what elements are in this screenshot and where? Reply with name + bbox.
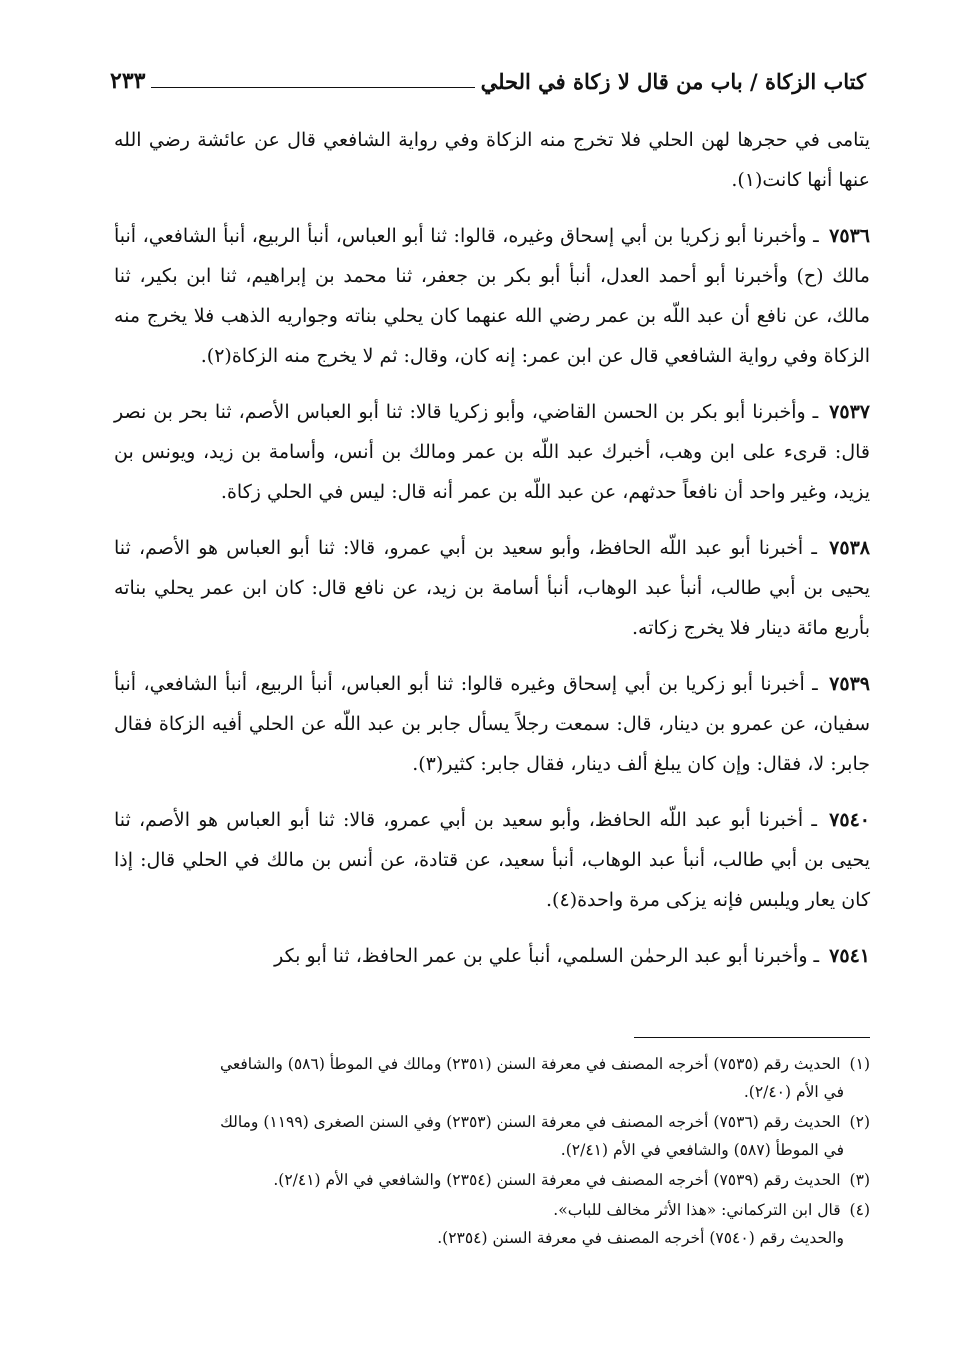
main-text — [114, 120, 870, 992]
hadith-number: ٧٥٣٩ — [829, 673, 870, 695]
footnote-mark: (٢) — [849, 1113, 870, 1131]
footnote-text: الحديث رقم (٧٥٣٩) أخرجه المصنف في معرفة السنن (٢٣٥٤) والشافعي في الأم (٢/٤١). — [273, 1171, 841, 1189]
hadith-text: ـ أخبرنا أبو عبد اللّه الحافظ، وأبو سعيد بن أبي عمرو، قالا: ثنا أبو العباس هو الأصم، ثنا يحيى بن أبي طالب، أنبأ عبد الوهاب، أنبأ أسامة بن زيد، عن نافع قال: كان ابن عمر يحلي بناته بأربع مائة دينار فلا يخرج زكاته. — [114, 537, 870, 639]
hadith-paragraph — [114, 528, 870, 648]
hadith-text: ـ أخبرنا أبو زكريا بن أبي إسحاق وغيره قالوا: ثنا أبو العباس، أنبأ الربيع، أنبأ الشافعي، أنبأ سفيان، عن عمرو بن دينار، قال: سمعت رجلاً يسأل جابر بن عبد اللّه عن الحلي أفيه الزكاة فقال جابر: لا، فقال: وإن كان يبلغ ألف دينار، فقال جابر: كثير(٣). — [114, 673, 870, 775]
hadith-paragraph — [114, 936, 870, 976]
footnote-text: قال ابن التركماني: «هذا الأثر مخالف للباب». — [553, 1201, 841, 1219]
footnote-continuation: في الأم (٢/٤٠). — [743, 1083, 844, 1101]
running-header — [110, 58, 866, 98]
page-number: ٢٣٣ — [110, 68, 146, 94]
footnote-mark: (١) — [849, 1055, 870, 1073]
footnote-continuation: والحديث رقم (٧٥٤٠) أخرجه المصنف في معرفة السنن (٢٣٥٤). — [437, 1229, 844, 1247]
hadith-text: ـ وأخبرنا أبو زكريا بن أبي إسحاق وغيره، قالوا: ثنا أبو العباس، أنبأ الربيع، أنبأ الشافعي، أنبأ مالك (ح) وأخبرنا أبو أحمد العدل، أنبأ أبو بكر بن جعفر، ثنا محمد بن إبراهيم، ثنا ابن بكير، ثنا مالك، عن نافع أن عبد اللّه بن عمر رضي الله عنهما كان يحلي بناته وجواريه الذهب فلا يخرج منه الزكاة وفي رواية الشافعي قال عن ابن عمر: إنه كان، وقال: ثم لا يخرج منه الزكاة(٢). — [114, 225, 870, 367]
footnote — [110, 1196, 870, 1252]
chapter-title: كتاب الزكاة / باب من قال لا زكاة في الحلي — [480, 69, 866, 94]
footnote — [110, 1108, 870, 1164]
footnote-separator — [634, 1037, 870, 1038]
footnote-mark: (٤) — [849, 1201, 870, 1219]
hadith-paragraph — [114, 392, 870, 512]
footnote — [110, 1050, 870, 1106]
footnote-text: الحديث رقم (٧٥٣٦) أخرجه المصنف في معرفة السنن (٢٣٥٣) وفي السنن الصغرى (١١٩٩) ومالك — [220, 1113, 841, 1131]
hadith-number: ٧٥٣٨ — [829, 537, 870, 559]
hadith-number: ٧٥٤٠ — [829, 809, 870, 831]
header-rule — [151, 87, 474, 88]
footnote-mark: (٣) — [849, 1171, 870, 1189]
hadith-number: ٧٥٣٧ — [829, 401, 870, 423]
footnotes — [110, 1050, 870, 1254]
footnote-continuation: في الموطأ (٥٨٧) والشافعي في الأم (٢/٤١). — [560, 1141, 844, 1159]
intro-paragraph: يتامى في حجرها لهن الحلي فلا تخرج منه الزكاة وفي رواية الشافعي قال عن عائشة رضي الله عنها أنها كانت(١). — [114, 129, 870, 191]
hadith-number: ٧٥٤١ — [829, 945, 870, 967]
hadith-paragraph — [114, 216, 870, 376]
hadith-text: ـ وأخبرنا أبو عبد الرحمٰن السلمي، أنبأ علي بن عمر الحافظ، ثنا أبو بكر — [274, 945, 820, 967]
hadith-paragraph — [114, 664, 870, 784]
hadith-text: ـ أخبرنا أبو عبد اللّه الحافظ، وأبو سعيد بن أبي عمرو، قالا: ثنا أبو العباس هو الأصم، ثنا يحيى بن أبي طالب، أنبأ عبد الوهاب، أنبأ سعيد، عن قتادة، عن أنس بن مالك في الحلي قال: إذا كان يعار ويلبس فإنه يزكى مرة واحدة(٤). — [114, 809, 870, 911]
hadith-text: ـ وأخبرنا أبو بكر بن الحسن القاضي، وأبو زكريا قالا: ثنا أبو العباس الأصم، ثنا بحر بن نصر قال: قرىء على ابن وهب، أخبرك عبد اللّه بن عمر ومالك بن أنس، وأسامة بن زيد، ويونس بن يزيد، وغير واحد أن نافعاً حدثهم، عن عبد اللّه بن عمر أنه قال: ليس في الحلي زكاة. — [114, 401, 870, 503]
footnote — [110, 1166, 870, 1194]
hadith-number: ٧٥٣٦ — [829, 225, 870, 247]
hadith-paragraph — [114, 800, 870, 920]
footnote-text: الحديث رقم (٧٥٣٥) أخرجه المصنف في معرفة السنن (٢٣٥١) ومالك في الموطأ (٥٨٦) والشافعي — [219, 1055, 841, 1073]
